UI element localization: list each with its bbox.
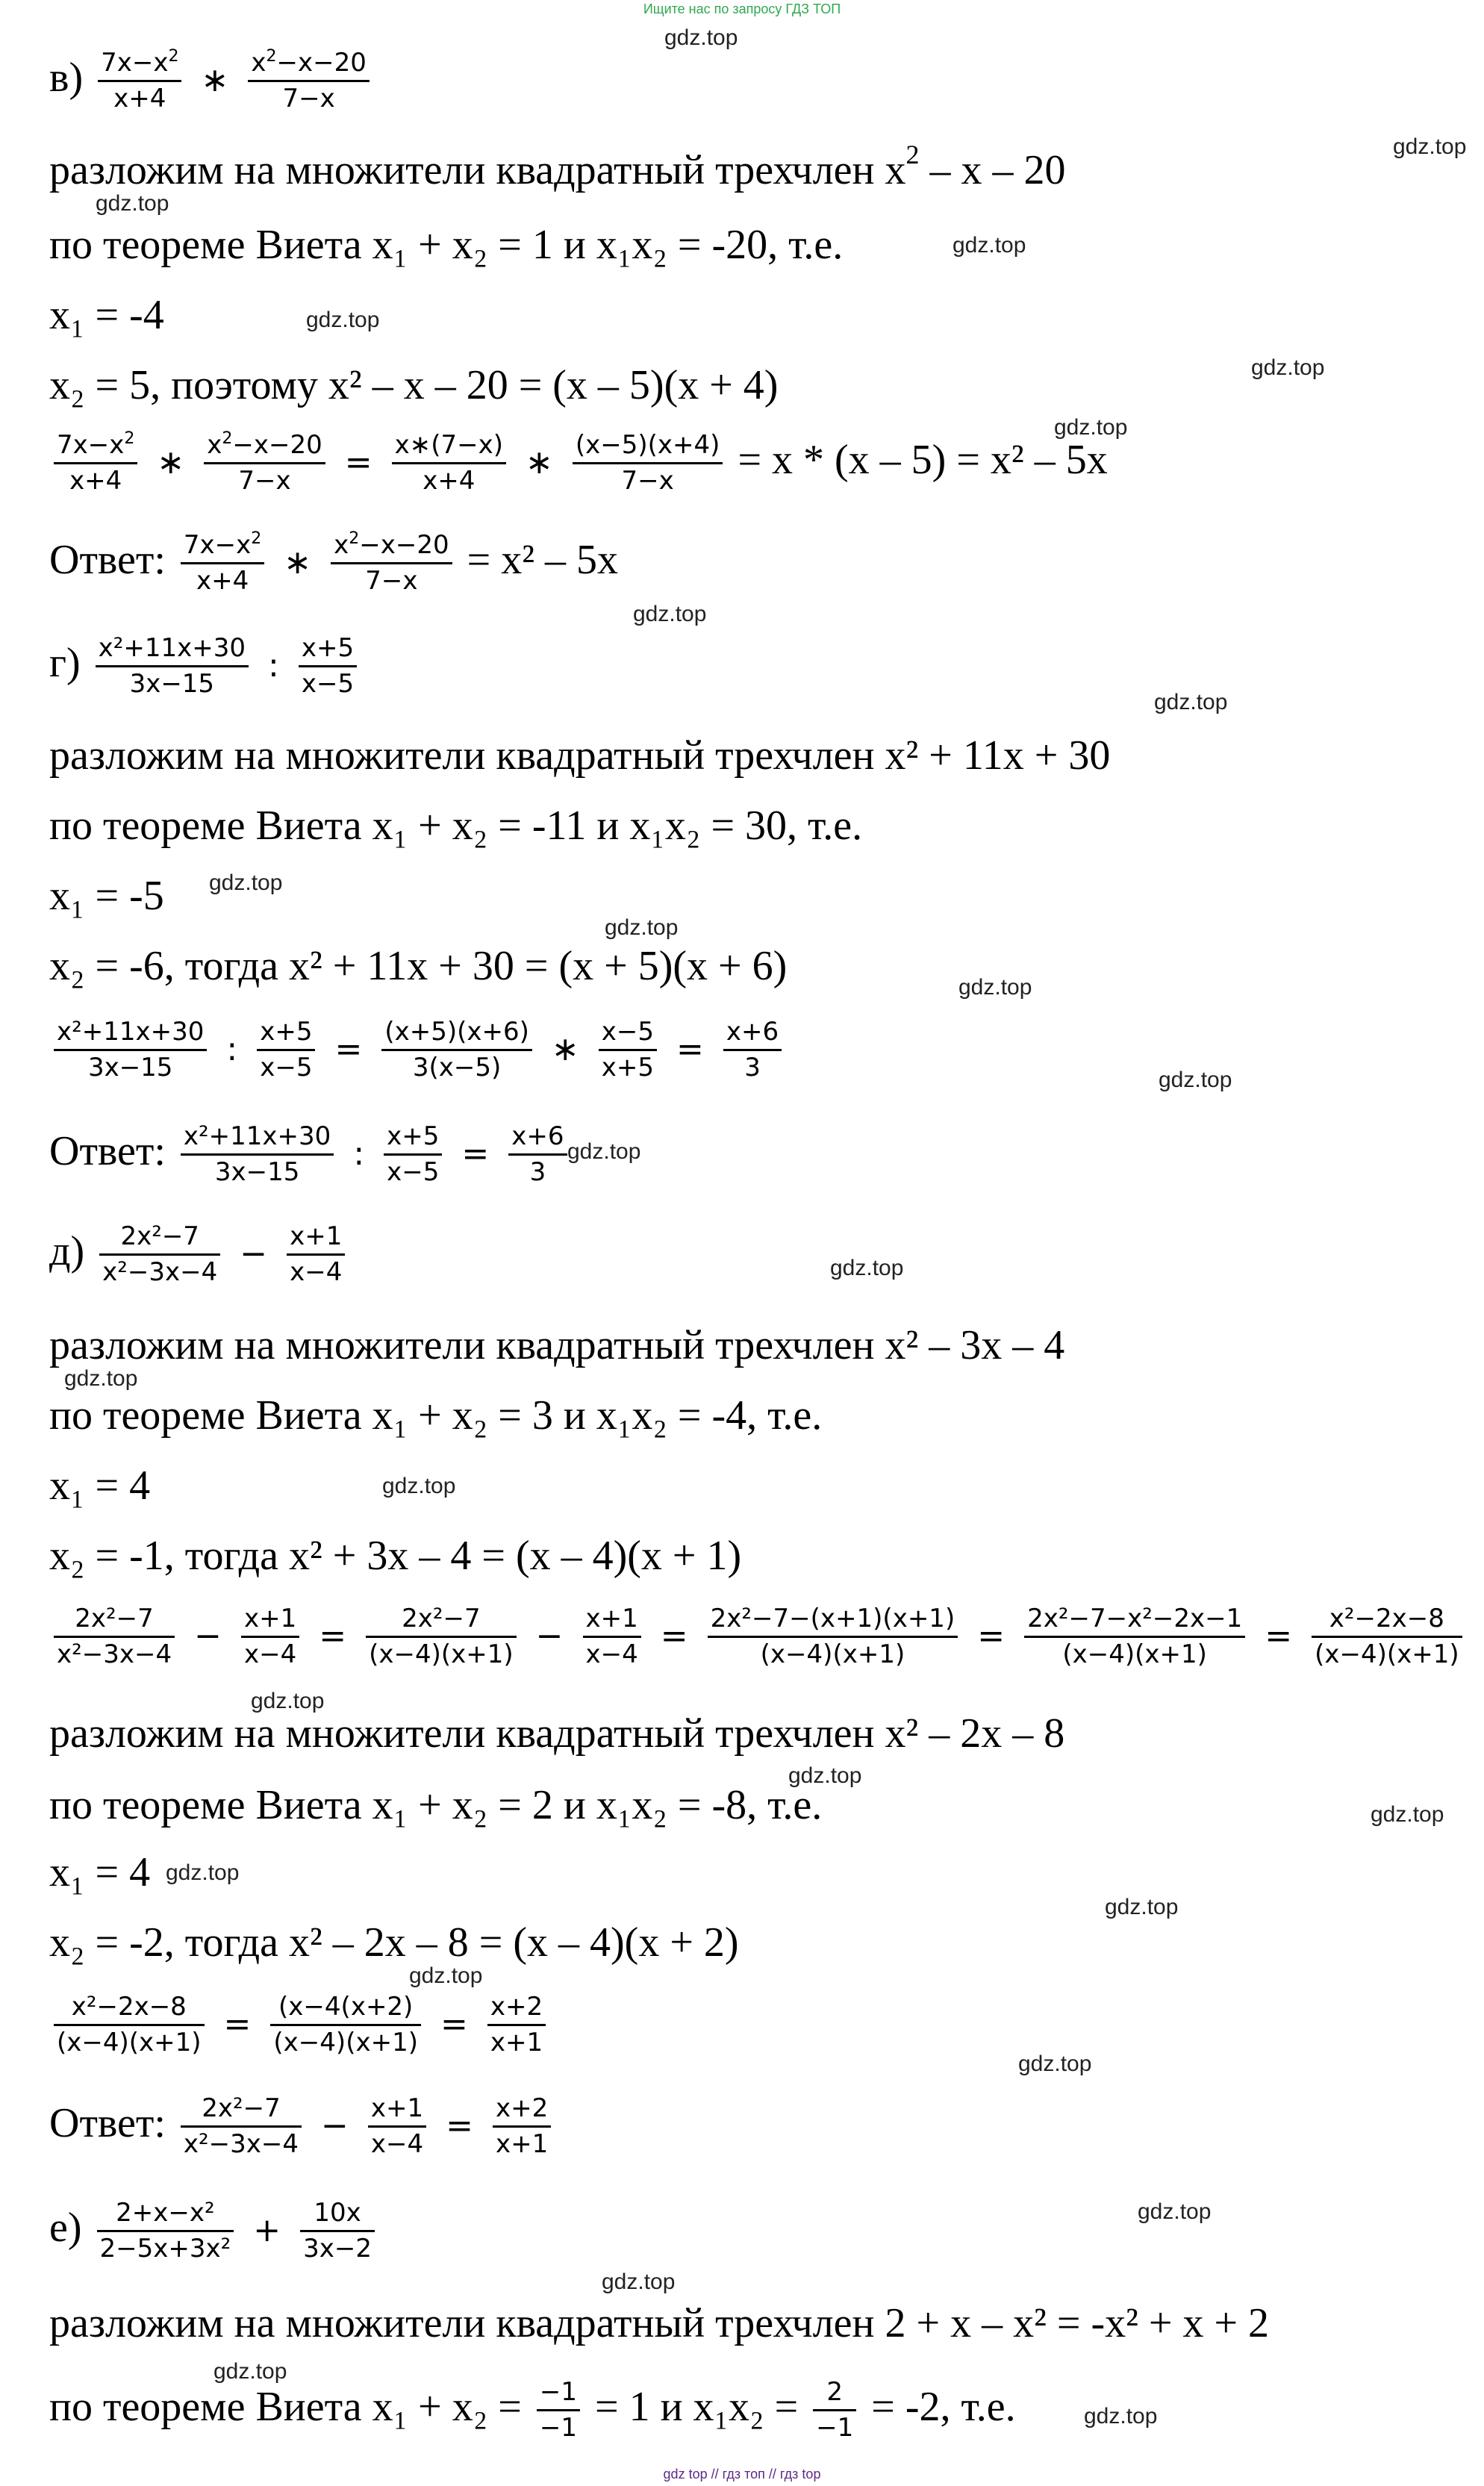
root-x2: x₂ = -1, тогда x² + 3x – 4 = (x – 4)(x + 1) bbox=[49, 1533, 742, 1579]
factor-line: разложим на множители квадратный трехчлен x² – 3x – 4 bbox=[49, 1322, 1065, 1368]
watermark: gdz.top bbox=[166, 1860, 240, 1885]
watermark: gdz.top bbox=[1054, 415, 1128, 440]
factor-line: разложим на множители квадратный трехчлен x² – 2x – 8 bbox=[49, 1710, 1065, 1757]
fraction: $\frac{x^2-x-20}{7-x}$ bbox=[248, 49, 370, 113]
watermark: gdz.top bbox=[96, 191, 169, 216]
vieta-line: по теореме Виета x₁ + x₂ = 1 и x₁x₂ = -20, т.е. bbox=[49, 222, 844, 268]
watermark: gdz.top bbox=[1105, 1895, 1179, 1919]
watermark: gdz.top bbox=[382, 1474, 456, 1498]
root-x2: x₂ = 5, поэтому x² – x – 20 = (x – 5)(x + 4) bbox=[49, 362, 779, 408]
watermark: gdz.top bbox=[1018, 2052, 1092, 2076]
vieta-line: по теореме Виета x₁ + x₂ = -11 и x₁x₂ = 30, т.е. bbox=[49, 803, 863, 849]
watermark: gdz.top bbox=[958, 975, 1032, 1000]
watermark: gdz.top bbox=[567, 1139, 641, 1164]
factor-line: разложим на множители квадратный трехчлен x² + 11x + 30 bbox=[49, 732, 1111, 779]
factor-line: разложим на множители квадратный трехчлен 2 + x – x² = -x² + x + 2 bbox=[49, 2300, 1270, 2346]
watermark: gdz.top bbox=[1084, 2404, 1158, 2429]
calculation-line: $\frac{\text{x²−2x−8}}{(x-4)(x+1)}$ = $\frac{(x-4(x+2)}{(x-4)(x+1)}$ = $\frac{x+2}{x+1}$ bbox=[49, 1993, 550, 2057]
watermark: gdz.top bbox=[788, 1763, 862, 1788]
watermark: gdz.top bbox=[1154, 690, 1228, 714]
watermark: gdz.top bbox=[602, 2270, 676, 2294]
watermark: gdz.top bbox=[1393, 134, 1467, 159]
problem-label: в) bbox=[49, 54, 84, 101]
watermark: gdz.top bbox=[251, 1689, 325, 1713]
footer-note: gdz top // гдз топ // гдз top bbox=[663, 2467, 821, 2482]
watermark: gdz.top bbox=[633, 602, 707, 626]
watermark: gdz.top bbox=[213, 2359, 287, 2384]
answer-line: Ответ: $\frac{\text{2x²−7}}{\text{x²−3x−4}}$ − $\frac{x+1}{x-4}$ = $\frac{x+2}{x+1}$ bbox=[49, 2095, 555, 2159]
answer-line: Ответ: $\frac{\text{x²+11x+30}}{3x-15}$ : $\frac{x+5}{x-5}$ = $\frac{x+6}{3}$ bbox=[49, 1123, 572, 1187]
calculation-line: $\frac{\text{x²+11x+30}}{3x-15}$ : $\frac{x+5}{x-5}$ = $\frac{(x+5)(x+6)}{3(x-5)}$ ∗ $\frac{x-5}{x+5}$ = $\frac{x+6}{3}$ bbox=[49, 1018, 786, 1082]
watermark: gdz.top bbox=[1138, 2199, 1212, 2224]
root-x1: x₁ = -5 bbox=[49, 873, 164, 919]
top-search-note: Ищите нас по запросу ГДЗ ТОП bbox=[643, 1, 841, 16]
vieta-line: по теореме Виета x₁ + x₂ = $\frac{-1}{-1}$ = 1 и x₁x₂ = $\frac{2}{-1}$ = -2, т.е. bbox=[49, 2377, 1016, 2443]
watermark: gdz.top bbox=[1251, 355, 1325, 380]
watermark: gdz.top bbox=[209, 870, 283, 895]
watermark: gdz.top bbox=[64, 1366, 138, 1391]
calculation-line: $\frac{\text{2x²−7}}{\text{x²−3x−4}}$ − $\frac{x+1}{x-4}$ = $\frac{\text{2x²−7}}{(x-4)(x+1)}$ − $\frac{x+1}{x-4}$ = $\frac{\text{2x²−7−(x+1)(x+1)}}{(x-4)(x+1)}$ = $\frac{\text{2x²−7−x²−2x−1}}{(x-4)(x+1)}$ = $\frac{\text{x²−2x−8}}{(x-4)(x+1)}$ bbox=[49, 1605, 1467, 1669]
factor-line: разложим на множители квадратный трехчлен $x^2$ – x – 20 bbox=[49, 140, 1066, 193]
root-x1: x₁ = 4 bbox=[49, 1849, 151, 1895]
watermark: gdz.top bbox=[1159, 1068, 1232, 1092]
watermark: gdz.top bbox=[1371, 1802, 1444, 1827]
root-x2: x₂ = -2, тогда x² – 2x – 8 = (x – 4)(x + 2) bbox=[49, 1919, 739, 1966]
problem-e-expression: е) $\frac{\text{2+x−x²}}{\text{2−5x+3x²}}$ + $\frac{10x}{3x-2}$ bbox=[49, 2199, 379, 2264]
calculation-line: $\frac{7x-x^2}{x+4}$ ∗ $\frac{x^2-x-20}{7-x}$ = $\frac{x∗(7-x)}{x+4}$ ∗ $\frac{(x-5)(x+4)}{7-x}$ = x * (x – 5) = x² – 5x bbox=[49, 432, 1108, 496]
watermark: gdz.top bbox=[306, 308, 380, 332]
problem-d-expression: д) $\frac{\text{2x²−7}}{\text{x²−3x−4}}$ − $\frac{x+1}{x-4}$ bbox=[49, 1223, 349, 1287]
problem-g-expression: г) $\frac{\text{x²+11x+30}}{3x-15}$ : $\frac{x+5}{x-5}$ bbox=[49, 635, 361, 699]
watermark: gdz.top bbox=[605, 915, 679, 940]
watermark: gdz.top bbox=[953, 233, 1026, 258]
fraction: $\frac{7x-x^2}{x+4}$ bbox=[98, 49, 181, 113]
root-x1: x₁ = 4 bbox=[49, 1462, 151, 1509]
vieta-line: по теореме Виета x₁ + x₂ = 2 и x₁x₂ = -8, т.е. bbox=[49, 1782, 823, 1828]
answer-line: Ответ: $\frac{7x-x^2}{x+4}$ ∗ $\frac{x^2-x-20}{7-x}$ = x² – 5x bbox=[49, 529, 619, 596]
watermark: gdz.top bbox=[409, 1963, 483, 1988]
problem-v-expression: в) $\frac{7x-x^2}{x+4}$ ∗ $\frac{x^2-x-20}{7-x}$ bbox=[49, 49, 374, 113]
watermark: gdz.top bbox=[664, 25, 738, 50]
root-x2: x₂ = -6, тогда x² + 11x + 30 = (x + 5)(x + 6) bbox=[49, 943, 788, 989]
root-x1: x₁ = -4 bbox=[49, 292, 164, 338]
vieta-line: по теореме Виета x₁ + x₂ = 3 и x₁x₂ = -4, т.е. bbox=[49, 1392, 823, 1439]
watermark: gdz.top bbox=[830, 1256, 904, 1280]
